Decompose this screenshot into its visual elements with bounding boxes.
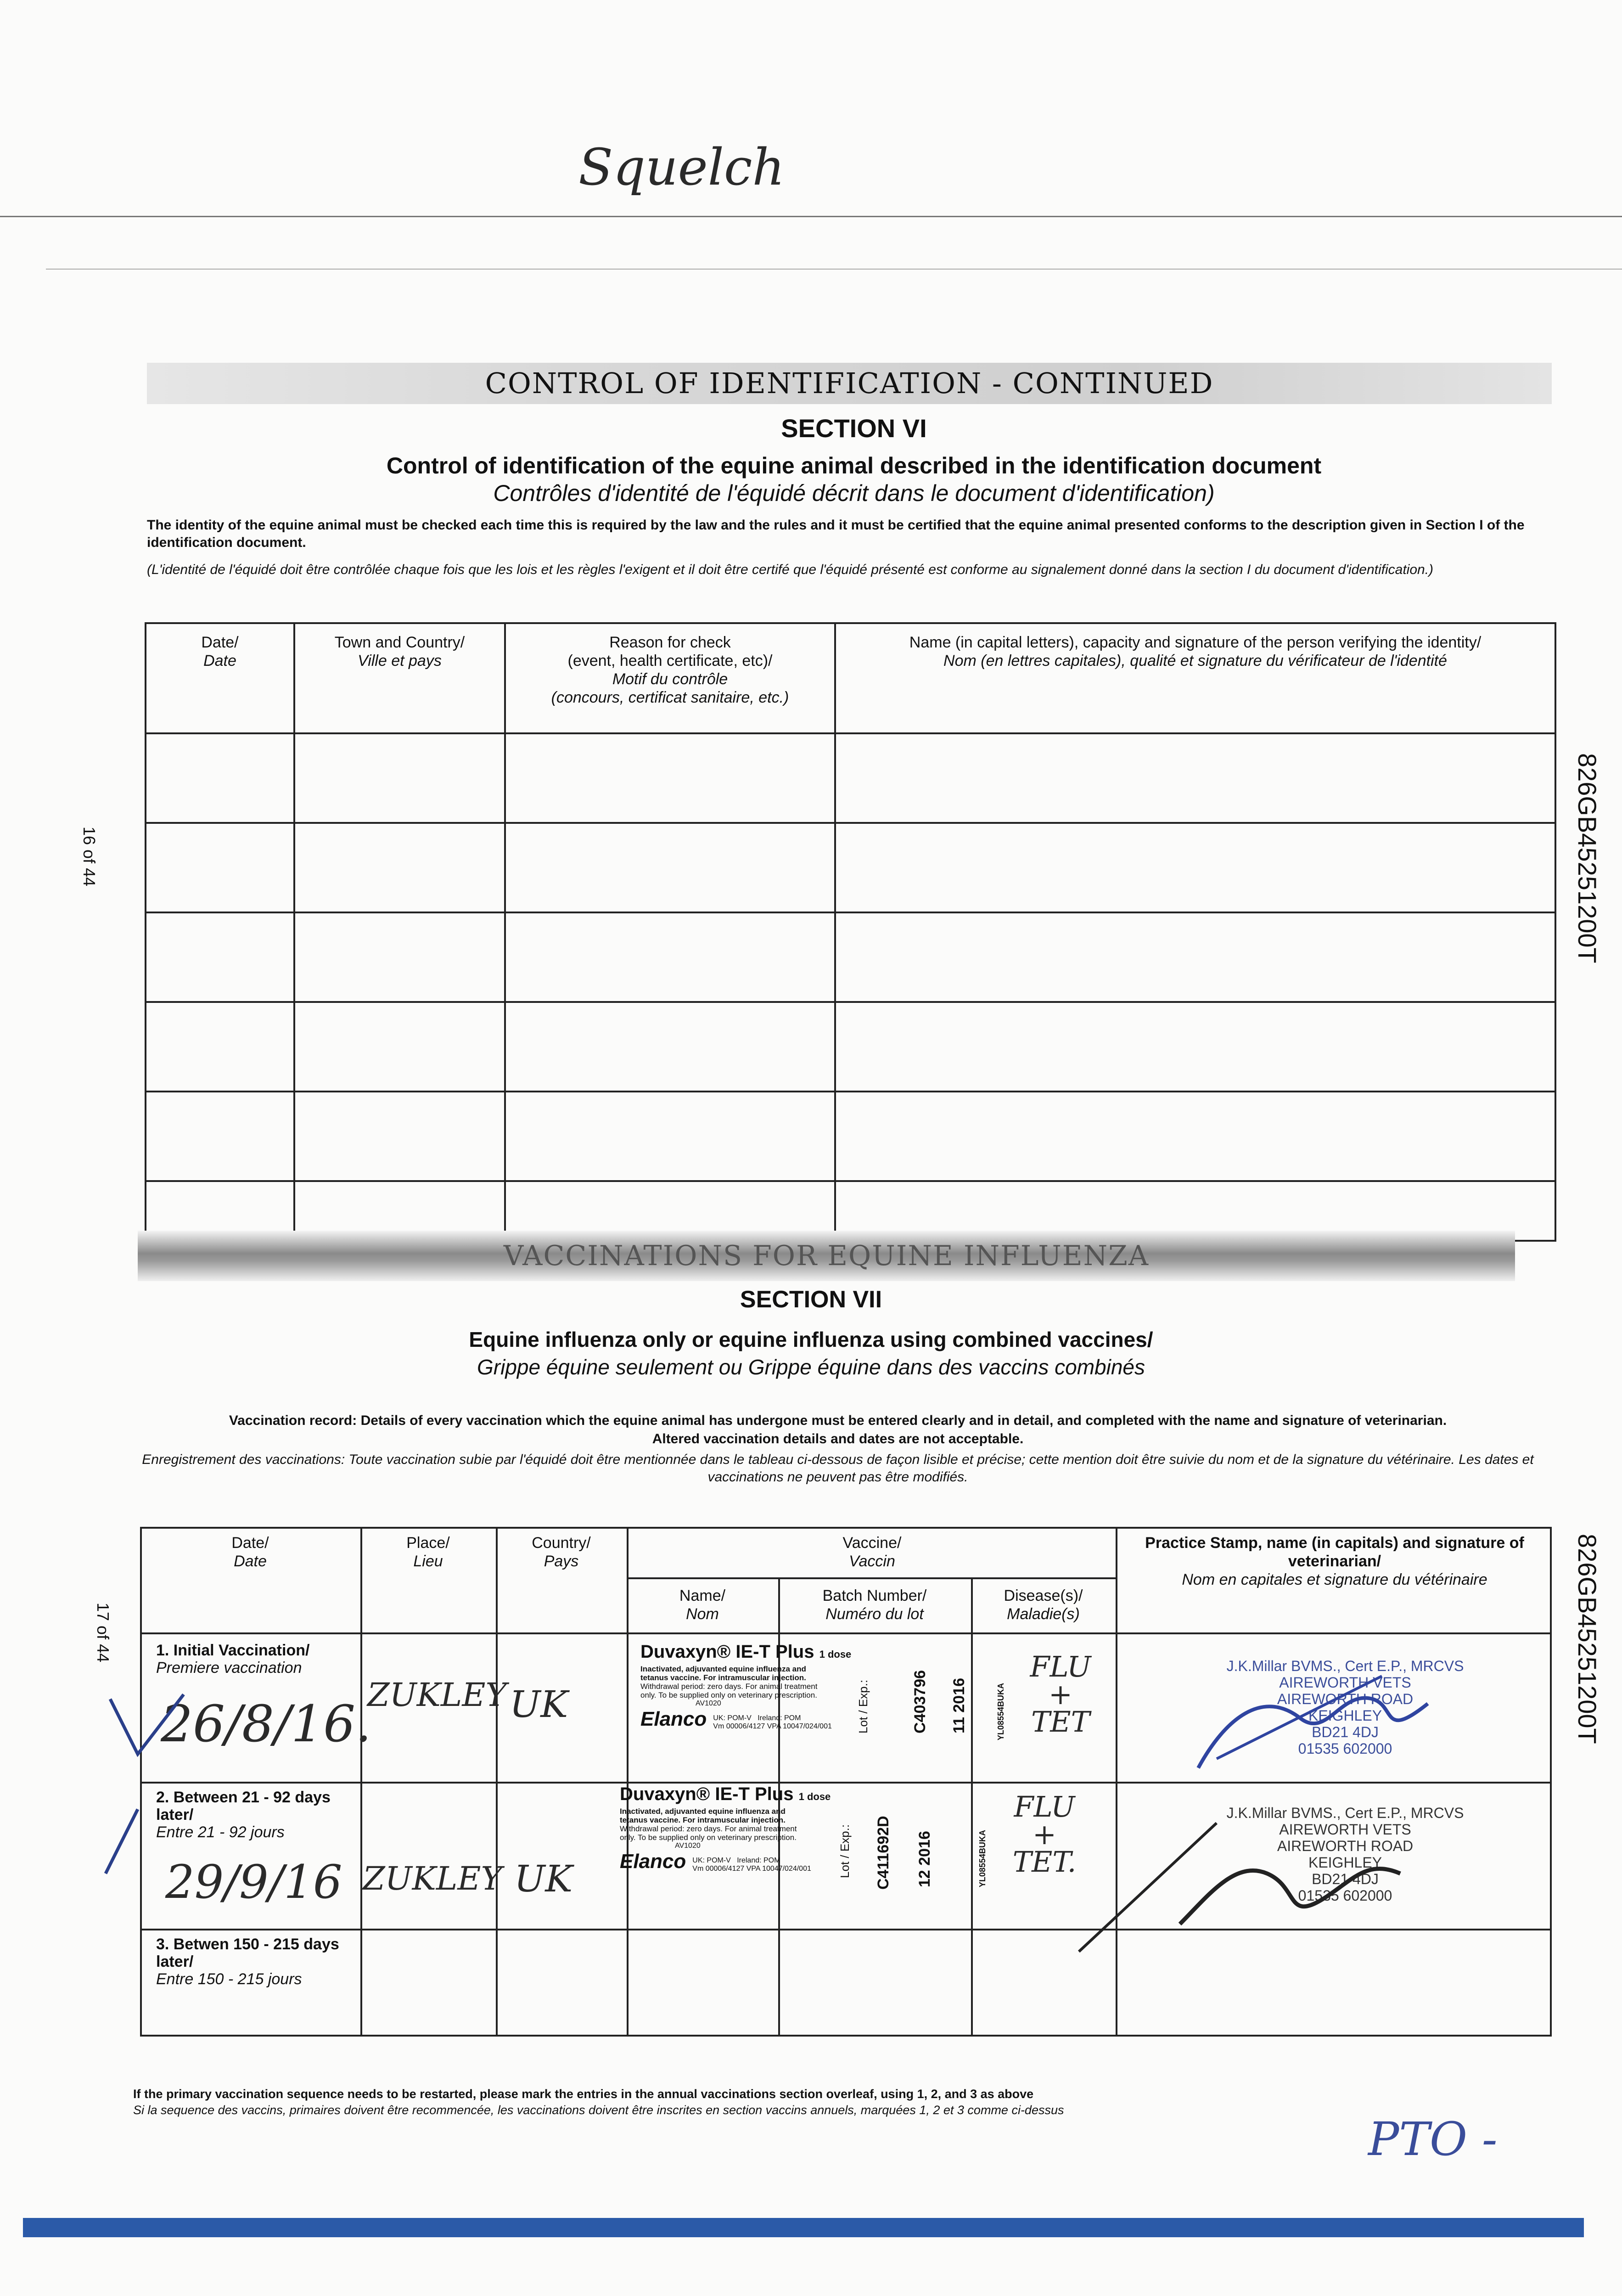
s7-row1-expiry: 11 2016 xyxy=(950,1677,968,1733)
s7-row1-place[interactable]: ZUKLEY xyxy=(367,1676,507,1714)
s7-row1-dose: 1 dose xyxy=(819,1649,852,1660)
top-page-edge-line-2 xyxy=(46,269,1622,270)
s7-header-vaccine xyxy=(627,1534,1117,1570)
s6-cell[interactable] xyxy=(146,912,294,1002)
s7-row1-stamp-line: KEIGHLEY xyxy=(1308,1707,1382,1724)
s7-row1-withdrawal: Withdrawal period: zero days. For animal treatment only. To be supplied only on veterinary prescription. xyxy=(640,1682,818,1699)
s7-header-place-fr: Lieu xyxy=(413,1553,443,1570)
s7-row2-vaccine-desc: Inactivated, adjuvanted equine influenza and tetanus vaccine. For intramuscular injection. xyxy=(620,1807,786,1824)
s6-header-reason-en2: (event, health certificate, etc)/ xyxy=(567,652,773,670)
s7-header-batch xyxy=(778,1587,971,1623)
s6-cell[interactable] xyxy=(835,1002,1555,1092)
section6-page-label: 16 of 44 xyxy=(80,827,99,887)
s6-header-date-fr: Date xyxy=(203,652,236,670)
s6-cell[interactable] xyxy=(505,912,835,1002)
s6-header-town-fr: Ville et pays xyxy=(358,652,442,670)
s6-cell[interactable] xyxy=(146,823,294,912)
s7-header-batch-en: Batch Number/ xyxy=(822,1587,927,1604)
s7-row2-stamp-line: 01535 602000 xyxy=(1298,1887,1392,1904)
section7-footer-fr: Si la sequence des vaccins, primaires doivent être recommencée, les vaccinations doivent être inscrites en section vaccins annuels, marquées 1, 2 et 3 comme ci-dessus xyxy=(133,2103,1064,2117)
s7-row1-vaccine-label xyxy=(640,1642,891,1738)
s6-cell[interactable] xyxy=(835,1092,1555,1181)
s6-cell[interactable] xyxy=(146,1092,294,1181)
s6-header-town xyxy=(294,623,505,733)
section6-banner-text: CONTROL OF IDENTIFICATION - CONTINUED xyxy=(485,366,1214,400)
s6-header-reason-fr: Motif du contrôle xyxy=(612,670,728,688)
s7-row1-country[interactable]: UK xyxy=(510,1683,568,1726)
s7-row2-date[interactable]: 29/9/16 xyxy=(165,1855,342,1909)
s6-header-reason-en: Reason for check xyxy=(609,634,731,651)
s7-row1-stamp-line: AIREWORTH VETS xyxy=(1279,1674,1411,1691)
s7-row1-code: AV1020 xyxy=(696,1699,721,1707)
s7-header-name-en: Name/ xyxy=(679,1587,726,1604)
top-page-edge-line xyxy=(0,216,1622,217)
s7-row2-disease-3: TET. xyxy=(1012,1845,1077,1879)
s7-row1-code2: YL08554BUKA xyxy=(996,1683,1005,1740)
s7-header-batch-fr: Numéro du lot xyxy=(825,1605,924,1623)
s7-row2-country[interactable]: UK xyxy=(514,1857,573,1900)
s7-row1-lot-label: Lot / Exp.: xyxy=(856,1679,870,1733)
s7-row2-code2: YL08554BUKA xyxy=(978,1829,987,1887)
s7-row1-disease-1: FLU xyxy=(1030,1650,1091,1683)
s7-hline-vaccine xyxy=(627,1577,1117,1579)
s6-cell[interactable] xyxy=(505,733,835,823)
section7-intro-fr: Enregistrement des vaccinations: Toute vaccination subie par l'équidé doit être mentionnée dans le tableau ci-dessous de façon lisible et précise; cette mention doit être suivie du nom et de la signature du vétérinaire. Les dates et vaccinations ne peuvent pas être modifiés. xyxy=(142,1452,1534,1485)
side-code: 826GB45251200T xyxy=(1573,1534,1602,1744)
s7-row2-stamp-line: J.K.Millar BVMS., Cert E.P., MRCVS xyxy=(1226,1805,1464,1821)
section6-title-en: Control of identification of the equine animal described in the identification document xyxy=(386,453,1322,478)
s7-hline-row1 xyxy=(140,1782,1552,1784)
s7-row2-stamp-line: BD21 4DJ xyxy=(1312,1871,1379,1887)
bottom-blue-bar xyxy=(23,2218,1584,2237)
s7-header-stamp-en: Practice Stamp, name (in capitals) and signature of veterinarian/ xyxy=(1145,1534,1524,1570)
section7-page-label: 17 of 44 xyxy=(94,1603,112,1663)
s7-header-country xyxy=(496,1534,627,1570)
section6-banner xyxy=(147,363,1552,404)
s7-header-stamp-fr: Nom en capitales et signature du vétérinaire xyxy=(1182,1571,1487,1588)
s7-row1-vaccine-desc: Inactivated, adjuvanted equine influenza and tetanus vaccine. For intramuscular injection. xyxy=(640,1665,806,1682)
section7-banner xyxy=(138,1231,1515,1281)
s6-cell[interactable] xyxy=(835,823,1555,912)
s7-row3-label-fr: Entre 150 - 215 jours xyxy=(156,1970,302,1988)
s7-row2-withdrawal: Withdrawal period: zero days. For animal treatment only. To be supplied only on veterinary prescription. xyxy=(620,1824,797,1842)
s7-header-vaccine-fr: Vaccin xyxy=(849,1553,895,1570)
s7-row1-batch: C403796 xyxy=(911,1670,929,1733)
s7-header-disease xyxy=(971,1587,1116,1623)
s6-header-name xyxy=(835,623,1555,733)
s6-header-town-en: Town and Country/ xyxy=(334,634,465,651)
section6-intro-en: The identity of the equine animal must be checked each time this is required by the law and the rules and it must be certified that the equine animal presented conforms to the description given in Section I of the identification document. xyxy=(147,518,1525,550)
s7-row2-vm: Vm 00006/4127 VPA 10047/024/001 xyxy=(692,1865,811,1873)
s7-row1-vaccine-name: Duvaxyn® IE-T Plus xyxy=(640,1642,814,1662)
s6-header-date xyxy=(146,623,294,733)
s7-header-date xyxy=(140,1534,360,1570)
section6-heading: SECTION VI xyxy=(781,414,927,443)
s7-row2-label xyxy=(147,1784,376,1846)
s6-cell[interactable] xyxy=(505,1002,835,1092)
section7-footer-en: If the primary vaccination sequence needs to be restarted, please mark the entries in the annual vaccinations section overleaf, using 1, 2, and 3 as above xyxy=(133,2087,1034,2101)
s6-header-date-en: Date/ xyxy=(201,634,239,651)
s6-cell[interactable] xyxy=(505,1092,835,1181)
s7-row2-stamp-line: KEIGHLEY xyxy=(1308,1854,1382,1871)
s7-row1-disease-3: TET xyxy=(1031,1705,1090,1739)
s7-header-country-en: Country/ xyxy=(532,1534,591,1552)
side-code-top: 826GB45251200T xyxy=(1573,753,1602,963)
s7-row3-label xyxy=(147,1931,376,1992)
section7-intro-en1: Vaccination record: Details of every vaccination which the equine animal has undergone must be entered clearly and in detail, and completed with the name and signature of veterinarian. xyxy=(229,1413,1447,1428)
s7-header-vaccine-en: Vaccine/ xyxy=(842,1534,902,1552)
pto-note: PTO - xyxy=(1368,2112,1498,2166)
s7-header-disease-en: Disease(s)/ xyxy=(1004,1587,1083,1604)
s7-row1-vm: Vm 00006/4127 VPA 10047/024/001 xyxy=(713,1722,832,1730)
s6-header-reason xyxy=(505,623,835,733)
s7-row1-disease[interactable] xyxy=(1024,1650,1097,1739)
s7-header-place xyxy=(360,1534,496,1570)
s7-row2-place[interactable]: ZUKLEY xyxy=(363,1860,502,1897)
s7-row1-tick-mark xyxy=(106,1690,188,1768)
top-handwritten-note: Squelch xyxy=(578,138,785,197)
s7-row2-stamp-line: AIREWORTH ROAD xyxy=(1277,1838,1414,1854)
s7-header-date-en: Date/ xyxy=(231,1534,269,1552)
s7-row1-disease-2: + xyxy=(1049,1677,1072,1711)
section6-table xyxy=(145,622,1556,1242)
s7-row1-stamp-line: AIREWORTH ROAD xyxy=(1277,1691,1414,1707)
section7-title-fr: Grippe équine seulement ou Grippe équine dans des vaccins combinés xyxy=(477,1355,1145,1379)
s7-row2-expiry: 12 2016 xyxy=(916,1831,933,1887)
s7-row2-vaccine-name: Duvaxyn® IE-T Plus xyxy=(620,1784,794,1804)
s7-header-date-fr: Date xyxy=(234,1553,267,1570)
s6-header-reason-fr2: (concours, certificat sanitaire, etc.) xyxy=(551,689,789,706)
s7-hline-head xyxy=(140,1632,1552,1634)
s7-header-name xyxy=(627,1587,778,1623)
s7-row1-date[interactable]: 26/8/16. xyxy=(161,1694,372,1753)
s6-cell[interactable] xyxy=(294,1002,505,1092)
s7-row2-lot-label: Lot / Exp.: xyxy=(838,1824,852,1878)
s7-row2-disease-1: FLU xyxy=(1014,1790,1075,1823)
s7-row2-disease-2: + xyxy=(1033,1818,1056,1851)
section7-heading: SECTION VII xyxy=(740,1286,882,1313)
s7-row1-stamp-line: 01535 602000 xyxy=(1298,1740,1392,1757)
s7-header-disease-fr: Maladie(s) xyxy=(1007,1605,1080,1623)
s7-row2-code: AV1020 xyxy=(675,1842,701,1850)
s6-cell[interactable] xyxy=(294,1092,505,1181)
s7-row1-stamp-line: BD21 4DJ xyxy=(1312,1724,1379,1740)
s6-cell[interactable] xyxy=(294,733,505,823)
section7-banner-text: VACCINATIONS FOR EQUINE INFLUENZA xyxy=(503,1240,1150,1272)
s6-cell[interactable] xyxy=(835,912,1555,1002)
s7-row1-stamp-line: J.K.Millar BVMS., Cert E.P., MRCVS xyxy=(1226,1658,1464,1674)
section6-intro-fr: (L'identité de l'équidé doit être contrôlée chaque fois que les lois et les règles l'exigent et il doit être certifé que l'équidé présenté est conforme au signalement donné dans la section I du document d'identification.) xyxy=(147,562,1434,577)
s7-header-stamp xyxy=(1117,1534,1552,1589)
s7-header-country-fr: Pays xyxy=(544,1553,579,1570)
s7-row2-stamp-line: AIREWORTH VETS xyxy=(1279,1821,1411,1838)
s6-header-name-fr: Nom (en lettres capitales), qualité et signature du vérificateur de l'identité xyxy=(943,652,1447,670)
s7-row2-label-fr: Entre 21 - 92 jours xyxy=(156,1823,285,1841)
s7-row2-tick-mark xyxy=(92,1805,156,1887)
s6-cell[interactable] xyxy=(505,823,835,912)
s6-cell[interactable] xyxy=(835,733,1555,823)
s7-row1-signature xyxy=(1189,1662,1446,1777)
section7-intro-en2: Altered vaccination details and dates are not acceptable. xyxy=(652,1431,1024,1446)
s7-row1-label xyxy=(147,1637,376,1681)
s7-header-name-fr: Nom xyxy=(686,1605,719,1623)
s6-cell[interactable] xyxy=(294,912,505,1002)
s7-row1-label-fr: Premiere vaccination xyxy=(156,1659,302,1677)
s7-row2-signature xyxy=(1070,1805,1483,1956)
s7-row1-uk: UK: POM-V xyxy=(713,1714,752,1722)
s7-row2-brand: Elanco xyxy=(620,1850,686,1873)
s7-row3-label-en: 3. Betwen 150 - 215 days later/ xyxy=(156,1936,339,1970)
s7-row2-dose: 1 dose xyxy=(798,1791,831,1802)
s7-row1-ireland: Ireland: POM xyxy=(758,1714,801,1722)
s7-row2-batch: C411692D xyxy=(875,1816,892,1890)
s7-row2-label-en: 2. Between 21 - 92 days later/ xyxy=(156,1789,331,1823)
s7-vline-5 xyxy=(971,1577,973,2037)
s7-row2-vaccine-label xyxy=(620,1784,870,1880)
s7-row2-uk: UK: POM-V xyxy=(692,1857,731,1864)
s7-row2-ireland: Ireland: POM xyxy=(737,1857,780,1864)
s7-header-place-en: Place/ xyxy=(406,1534,450,1552)
s7-row1-label-en: 1. Initial Vaccination/ xyxy=(156,1642,310,1659)
s6-cell[interactable] xyxy=(146,1002,294,1092)
s6-cell[interactable] xyxy=(146,733,294,823)
s6-header-name-en: Name (in capital letters), capacity and signature of the person verifying the identity/ xyxy=(909,634,1482,651)
s6-cell[interactable] xyxy=(294,823,505,912)
s7-row1-brand: Elanco xyxy=(640,1708,707,1730)
section6-title-fr: Contrôles d'identité de l'équidé décrit dans le document d'identification) xyxy=(493,480,1215,506)
section7-title-en: Equine influenza only or equine influenza using combined vaccines/ xyxy=(469,1328,1153,1351)
